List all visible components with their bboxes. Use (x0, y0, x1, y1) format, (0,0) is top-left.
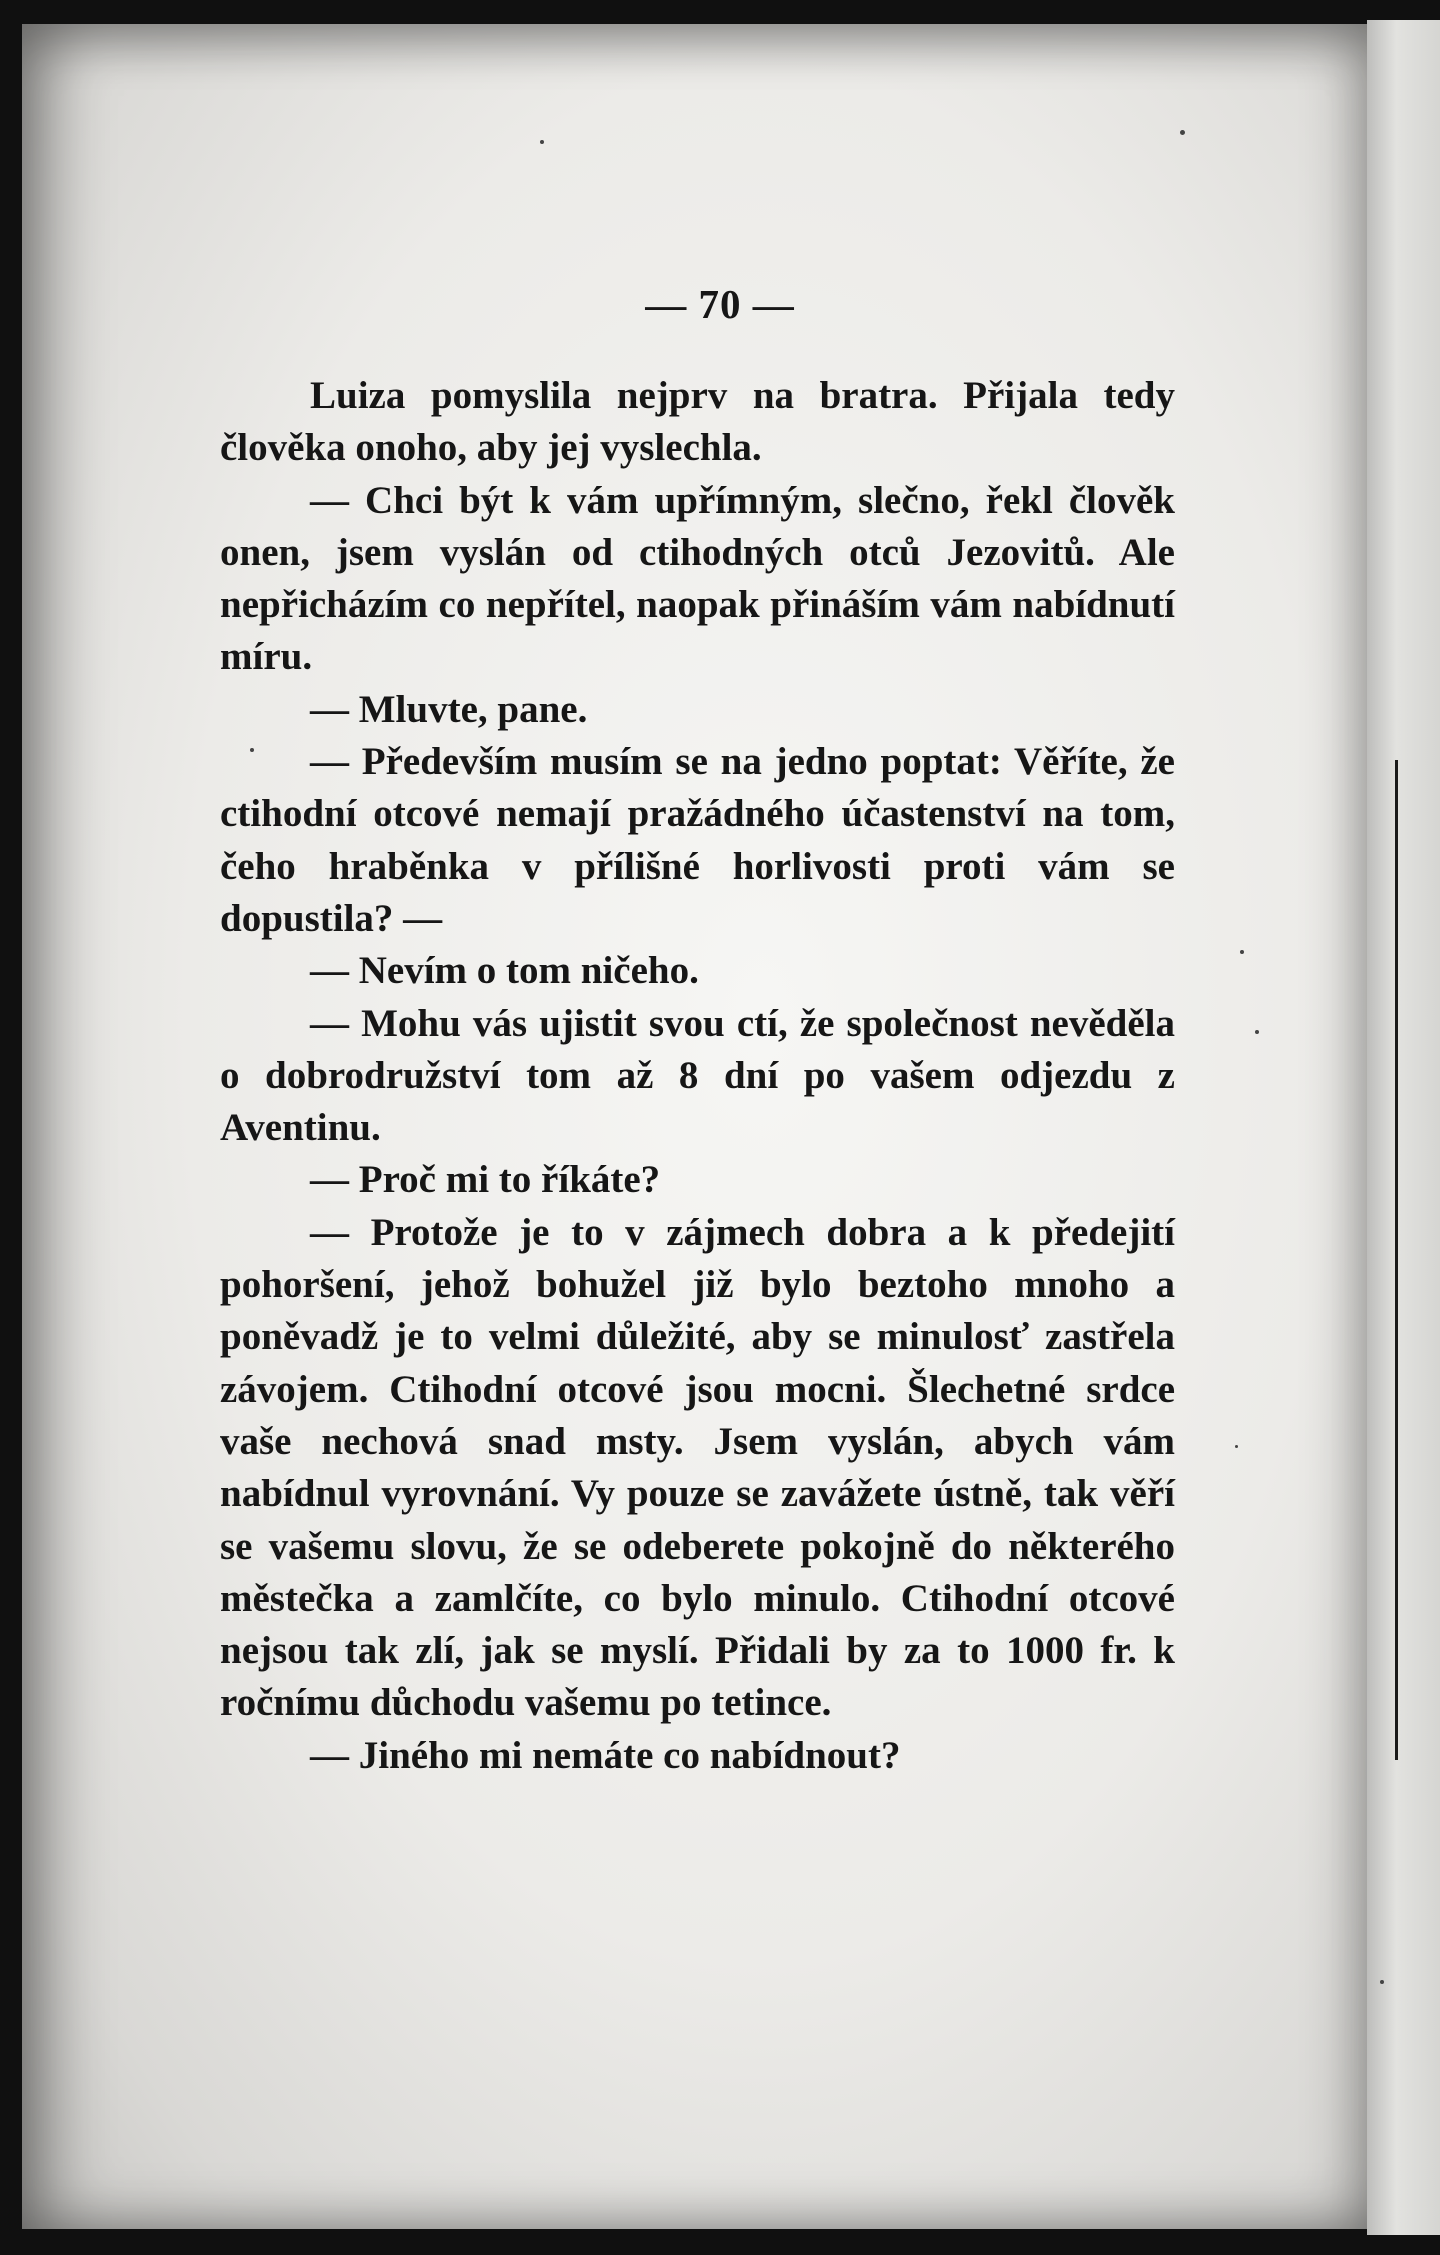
dust-speck (1235, 1445, 1238, 1448)
paragraph: — Nevím o tom ničeho. (310, 949, 699, 993)
dust-speck (540, 140, 544, 144)
paragraph: — Mohu vás ujistit svou ctí, že společnost nevěděla o dobrodružství tom až 8 dní po vašem odjezdu z Aventinu. (220, 1001, 1175, 1150)
paragraph: — Jiného mi nemáte co nabídnout? (310, 1733, 901, 1777)
paragraph: — Chci být k vám upřímným, slečno, řekl člověk onen, jsem vyslán od ctihodných otců Jezovitů. Ale nepřicházím co nepřítel, naopak přináším vám nabídnutí míru. (220, 478, 1175, 679)
dust-speck (1255, 1030, 1259, 1034)
paragraph: — Proč mi to říkáte? (310, 1158, 661, 1202)
next-page-edge (1367, 20, 1440, 2235)
paragraph: Luiza pomyslila nejprv na bratra. Přijala tedy člověka onoho, aby jej vyslechla. (220, 374, 1175, 470)
paragraph: — Protože je to v zájmech dobra a k předejití pohoršení, jehož bohužel již bylo beztoho mnoho a poněvadž je to velmi důležité, aby se minulosť zastřela závojem. Ctihodní otcové jsou mocni. Šlechetné srdce vaše nechová snad msty. Jsem vyslán, abych vám nabídnul vyrovnání. Vy pouze se zavážete ústně, tak věří se vašemu slovu, že se odeberete pokojně do některého městečka a zamlčíte, co bylo minulo. Ctihodní otcové nejsou tak zlí, jak se myslí. Přidali by za to 1000 fr. k ročnímu důchodu vašemu po tetince. (220, 1210, 1175, 1725)
paragraph: — Především musím se na jedno poptat: Věříte, že ctihodní otcové nemají pražádného účastenství na tom, čeho hraběnka v přílišné horlivosti proti vám se dopustila? — (220, 740, 1175, 940)
dust-speck (1380, 1980, 1384, 1984)
dust-speck (1240, 950, 1244, 954)
page-number: — 70 — (645, 281, 795, 327)
page-edge-shadow-line (1395, 760, 1398, 1760)
body-text (220, 370, 1175, 1782)
dust-speck (1180, 130, 1185, 135)
paragraph: — Mluvte, pane. (310, 687, 588, 731)
